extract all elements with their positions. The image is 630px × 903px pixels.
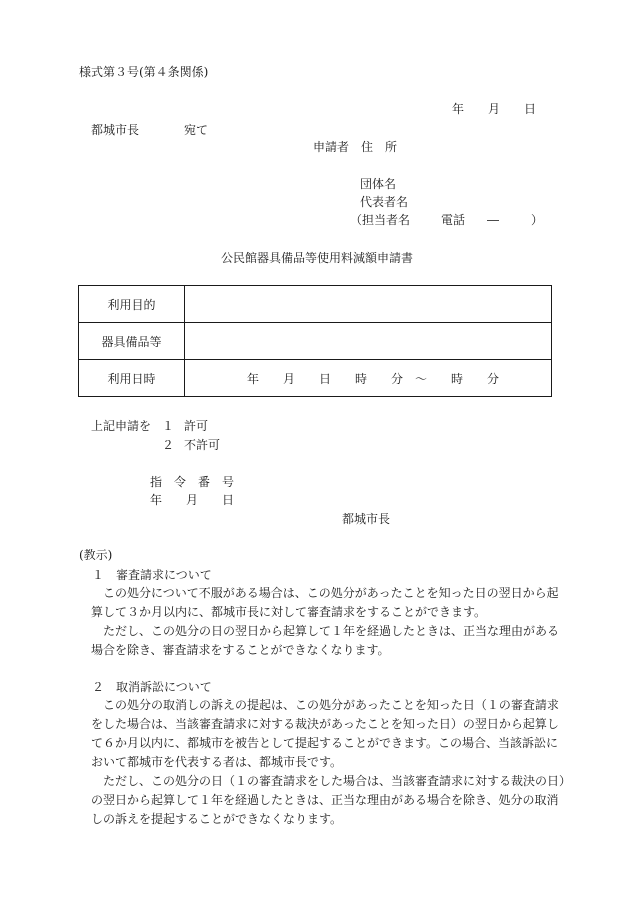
addressee-suffix: 宛て [184,123,209,137]
directive-issuer: 都城市長 [342,512,391,526]
date-month-label: 月 [488,102,501,116]
applicant-contact-close: ） [531,213,544,227]
applicant-org-label: 団体名 [360,177,397,191]
datetime-label: 利用日時 [79,360,185,397]
datetime-tilde: ～ [415,371,428,386]
decision-option1-label: 許可 [184,419,209,433]
notice-section2-line: をした場合は、当該審査請求に対する裁決があったことを知った日）の翌日から起算し [91,717,559,731]
application-table [78,285,552,397]
notice-section1-line: 場合を除き、審査請求をすることができなくなります。 [91,643,390,657]
datetime-minute-end: 分 [487,371,500,386]
applicant-phone-dash: ― [487,213,499,227]
directive-date-label: 年 月 日 [150,493,235,507]
notice-section2-line: て６か月以内に、都城市を被告として提起することができます。この場合、当該訴訟に [91,736,559,750]
decision-intro: 上記申請を [91,419,152,433]
notice-section2-line: の翌日から起算して１年を経過したときは、正当な理由がある場合を除き、処分の取消 [91,793,559,807]
datetime-month: 月 [283,371,296,386]
notice-section2-line: この処分の取消しの訴えの提起は、この処分があったことを知った日（１の審査請求 [91,698,559,712]
decision-option1-number: １ [162,419,175,433]
decision-option2-number: ２ [162,438,175,452]
equipment-field[interactable] [185,323,552,360]
notice-section1-body [91,584,559,660]
addressee-name: 都城市長 [91,123,140,137]
notice-section2-body [91,696,571,829]
form-label: 様式第３号(第４条関係) [79,65,209,79]
document-title: 公民館器具備品等使用料減額申請書 [221,251,414,265]
datetime-hour-end: 時 [451,371,464,386]
purpose-field[interactable] [185,286,552,323]
datetime-hour-start: 時 [355,371,368,386]
notice-section2-title: ２ 取消訴訟について [92,680,212,694]
equipment-label: 器具備品等 [79,323,185,360]
applicant-address-label: 住 所 [361,140,398,154]
applicant-contact-open: （担当者名 [350,213,411,227]
date-year-label: 年 [452,102,465,116]
table-row-purpose [79,286,552,323]
purpose-label: 利用目的 [79,286,185,323]
table-row-equipment [79,323,552,360]
table-row-datetime [79,360,552,397]
datetime-day: 日 [319,371,332,386]
notice-section1-line: ただし、この処分の日の翌日から起算して１年を経過したときは、正当な理由がある [91,624,560,638]
applicant-phone-label: 電話 [441,213,466,227]
date-day-label: 日 [524,102,537,116]
notice-section1-line: この処分について不服がある場合は、この処分があったことを知った日の翌日から起 [91,586,559,600]
datetime-field[interactable] [185,360,552,397]
notice-section2-line: ただし、この処分の日（１の審査請求をした場合は、当該審査請求に対する裁決の日） [91,774,572,788]
notice-heading: (教示) [79,548,113,562]
datetime-minute-start: 分 [391,371,404,386]
notice-section2-line: しの訴えを提起することができなくなります。 [91,812,343,826]
notice-section1-title: １ 審査請求について [92,568,212,582]
directive-number-label: 指 令 番 号 [150,475,235,489]
applicant-rep-label: 代表者名 [360,195,409,209]
datetime-year: 年 [247,371,260,386]
applicant-heading: 申請者 [313,140,350,154]
decision-option2-label: 不許可 [184,438,221,452]
notice-section2-line: おいて都城市を代表する者は、都城市長です。 [91,755,343,769]
notice-section1-line: 算して３か月以内に、都城市長に対して審査請求をすることができます。 [91,605,487,619]
